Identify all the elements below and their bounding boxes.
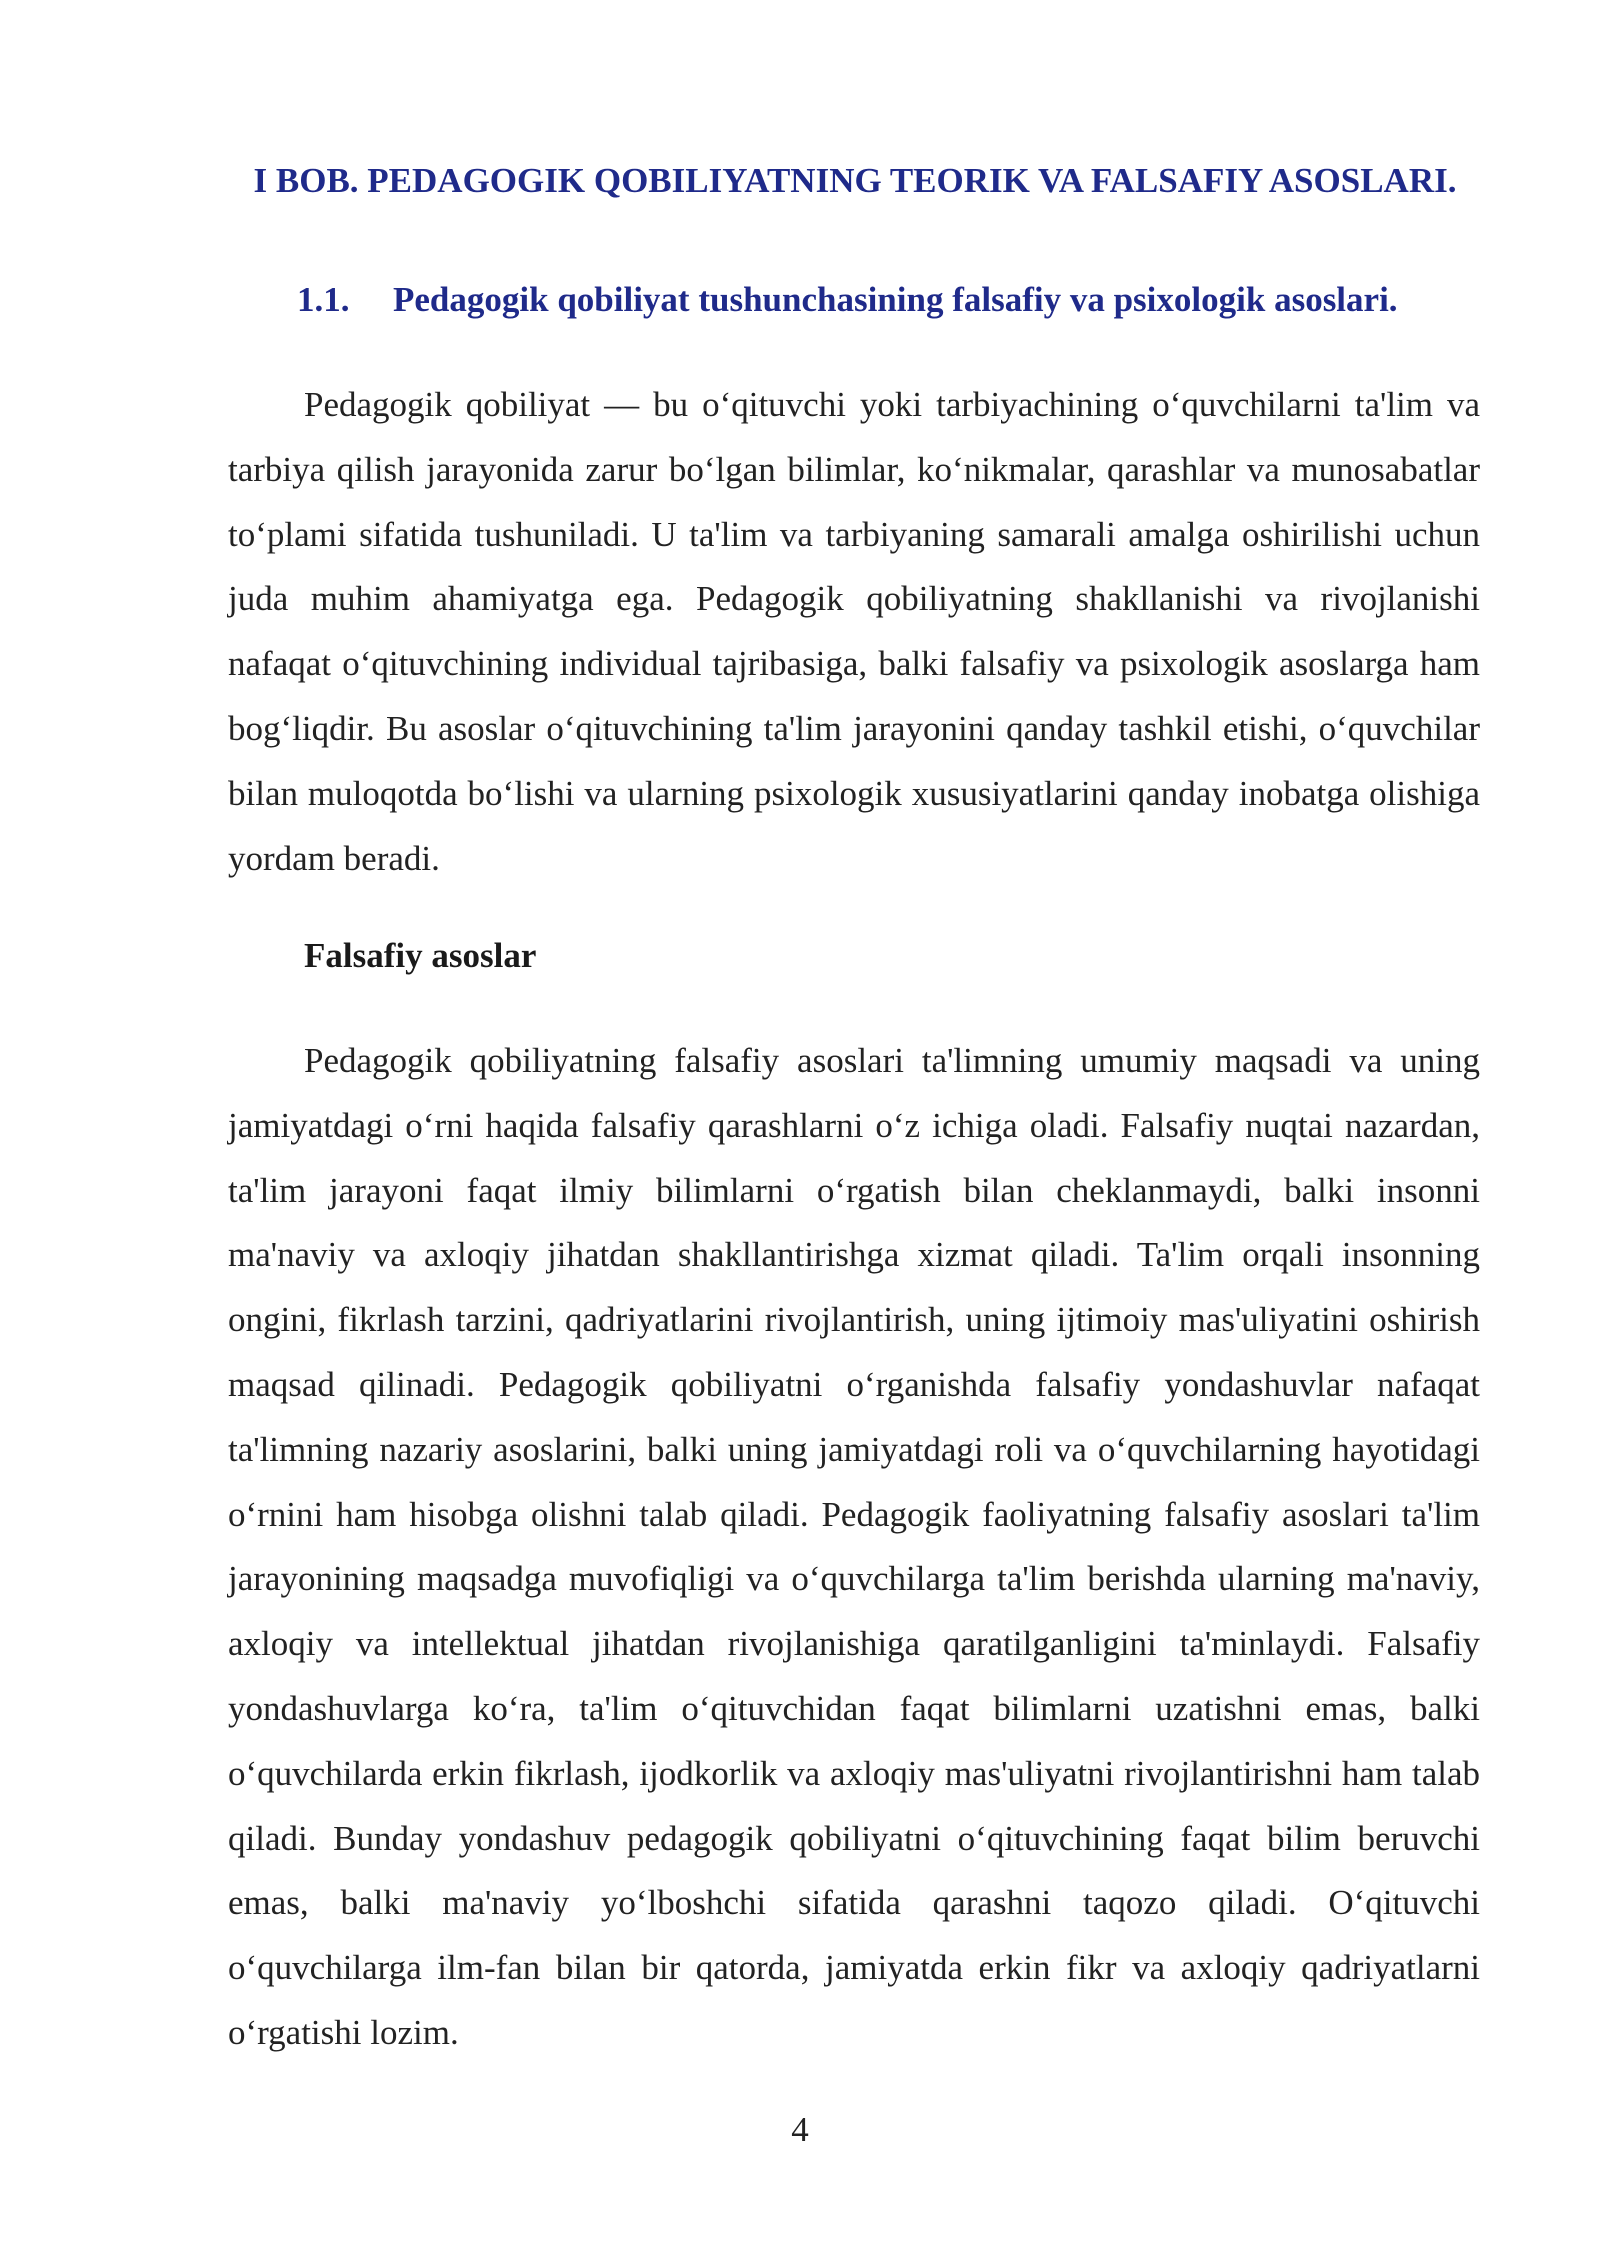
section-number: 1.1. [297,280,350,319]
chapter-title: I BOB. PEDAGOGIK QOBILIYATNING TEORIK VA FALSAFIY ASOSLARI. [253,161,1457,200]
paragraph-intro: Pedagogik qobiliyat — bu o‘qituvchi yoki tarbiyachining o‘quvchilarni ta'lim va tarbiya qilish jarayonida zarur bo‘lgan bilimlar, ko‘nikmalar, qarashlar va munosabatlar to‘plami sifatida tushuniladi. U ta'lim va tarbiyaning samarali amalga oshirilishi uchun juda muhim ahamiyatga ega. Pedagogik qobiliyatning shakllanishi va rivojlanishi nafaqat o‘qituvchining individual tajribasiga, balki falsafiy va psixologik asoslarga ham bog‘liqdir. Bu asoslar o‘qituvchining ta'lim jarayonini qanday tashkil etishi, o‘quvchilar bilan muloqotda bo‘lishi va ularning psixologik xususiyatlarini qanday inobatga olishiga yordam beradi. [228,385,1480,878]
section-title: Pedagogik qobiliyat tushunchasining falsafiy va psixologik asoslari. [393,280,1398,319]
subheading-falsafiy-asoslar: Falsafiy asoslar [304,936,537,975]
paragraph-philosophical: Pedagogik qobiliyatning falsafiy asoslari ta'limning umumiy maqsadi va uning jamiyatdagi o‘rni haqida falsafiy qarashlarni o‘z ichiga oladi. Falsafiy nuqtai nazardan, ta'lim jarayoni faqat ilmiy bilimlarni o‘rgatish bilan cheklanmaydi, balki insonni ma'naviy va axloqiy jihatdan shakllantirishga xizmat qiladi. Ta'lim orqali insonning ongini, fikrlash tarzini, qadriyatlarini rivojlantirish, uning ijtimoiy mas'uliyatini oshirish maqsad qilinadi. Pedagogik qobiliyatni o‘rganishda falsafiy yondashuvlar nafaqat ta'limning nazariy asoslarini, balki uning jamiyatdagi roli va o‘quvchilarning hayotidagi o‘rnini ham hisobga olishni talab qiladi. Pedagogik faoliyatning falsafiy asoslari ta'lim jarayonining maqsadga muvofiqligi va o‘quvchilarga ta'lim berishda ularning ma'naviy, axloqiy va intellektual jihatdan rivojlanishiga qaratilganligini ta'minlaydi. Falsafiy yondashuvlarga ko‘ra, ta'lim o‘qituvchidan faqat bilimlarni uzatishni emas, balki o‘quvchilarda erkin fikrlash, ijodkorlik va axloqiy mas'uliyatni rivojlantirishni ham talab qiladi. Bunday yondashuv pedagogik qobiliyatni o‘qituvchining faqat bilim beruvchi emas, balki ma'naviy yo‘lboshchi sifatida qarashni taqozo qiladi. O‘qituvchi o‘quvchilarga ilm-fan bilan bir qatorda, jamiyatda erkin fikr va axloqiy qadriyatlarni o‘rgatishi lozim. [228,1041,1480,2052]
section-heading [297,276,1398,324]
page-number: 4 [791,2110,809,2149]
